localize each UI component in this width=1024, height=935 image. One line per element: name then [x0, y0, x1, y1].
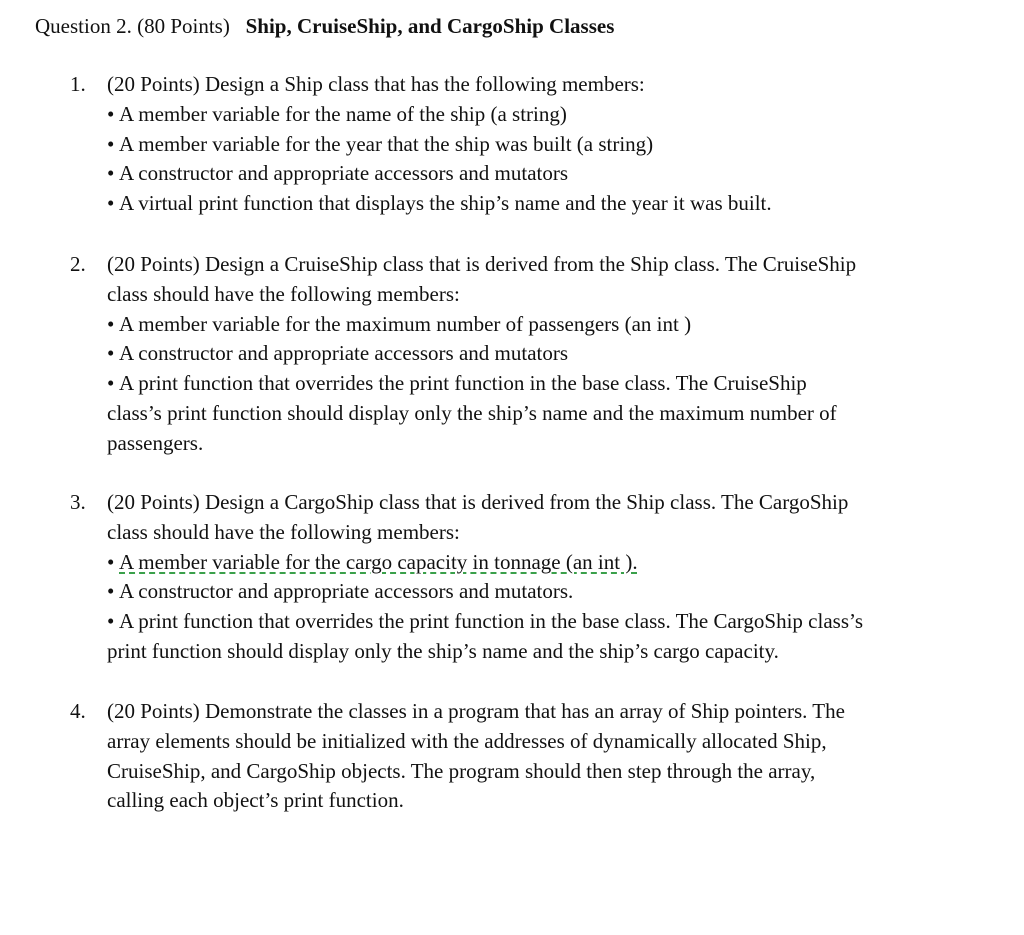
question-text-line: array elements should be initialized with the addresses of dynamically allocated Ship,	[107, 728, 827, 753]
bullet-item	[107, 159, 1000, 189]
question-text-line: (20 Points) Demonstrate the classes in a program that has an array of Ship pointers. The	[107, 699, 845, 723]
bullet-text: A constructor and appropriate accessors and mutators	[119, 161, 569, 186]
bullet-item-grammar-flagged	[107, 548, 1000, 578]
bullet-icon: •	[107, 161, 115, 186]
bullet-text: A virtual print function that displays the ship’s name and the year it was built.	[119, 191, 772, 216]
bullet-icon: •	[107, 371, 115, 396]
question-text-line: (20 Points) Design a CruiseShip class that is derived from the Ship class. The CruiseShip	[107, 252, 857, 276]
question-text-line: CruiseShip, and CargoShip objects. The program should then step through the array,	[107, 758, 816, 783]
bullet-item	[107, 189, 1000, 219]
bullet-item	[107, 310, 1000, 340]
bullet-item	[107, 100, 1000, 130]
question-text-line: passengers.	[107, 430, 204, 455]
bullet-icon: •	[107, 191, 115, 216]
heading-title: Ship, CruiseShip, and CargoShip Classes	[245, 14, 615, 38]
bullet-icon: •	[107, 549, 115, 574]
question-body	[107, 488, 1000, 667]
bullet-text: A member variable for the name of the ship (a string)	[119, 101, 567, 126]
bullet-text: A member variable for the year that the ship was built (a string)	[119, 131, 654, 156]
bullet-item	[107, 339, 1000, 369]
question-number: 4.	[70, 699, 86, 723]
bullet-icon: •	[107, 131, 115, 156]
question-2	[70, 250, 1000, 459]
heading-prefix: Question 2. (80 Points)	[35, 14, 230, 38]
page-heading	[35, 13, 614, 39]
bullet-text: A constructor and appropriate accessors and mutators	[119, 341, 569, 366]
question-text-line: print function should display only the ship’s name and the ship’s cargo capacity.	[107, 638, 779, 663]
bullet-text: A member variable for the maximum number of passengers (an int )	[119, 311, 692, 336]
question-text-line: class should have the following members:	[107, 519, 460, 544]
question-text-line: class should have the following members:	[107, 281, 460, 306]
question-text-line: (20 Points) Design a Ship class that has the following members:	[107, 72, 645, 96]
question-4	[70, 697, 1000, 816]
bullet-icon: •	[107, 341, 115, 366]
bullet-icon: •	[107, 579, 115, 604]
question-1	[70, 70, 1000, 219]
bullet-text: A print function that overrides the print function in the base class. The CruiseShip	[119, 371, 807, 396]
question-body	[107, 70, 1000, 219]
bullet-icon: •	[107, 311, 115, 336]
bullet-icon: •	[107, 101, 115, 126]
question-number: 3.	[70, 490, 86, 514]
bullet-icon: •	[107, 609, 115, 634]
question-body	[107, 250, 1000, 459]
bullet-item	[107, 130, 1000, 160]
bullet-text: A member variable for the cargo capacity in tonnage (an int ).	[119, 549, 638, 574]
question-text-line: class’s print function should display only the ship’s name and the maximum number of	[107, 400, 837, 425]
bullet-item	[107, 369, 1000, 399]
question-3	[70, 488, 1000, 667]
question-text-line: calling each object’s print function.	[107, 788, 404, 813]
question-text-line: (20 Points) Design a CargoShip class that is derived from the Ship class. The CargoShip	[107, 490, 849, 514]
bullet-item	[107, 607, 1000, 637]
bullet-item	[107, 577, 1000, 607]
bullet-text: A constructor and appropriate accessors and mutators.	[119, 579, 574, 604]
question-number: 1.	[70, 72, 86, 96]
question-number: 2.	[70, 252, 86, 276]
bullet-text: A print function that overrides the print function in the base class. The CargoShip class’s	[119, 609, 864, 634]
question-body	[107, 697, 1000, 816]
